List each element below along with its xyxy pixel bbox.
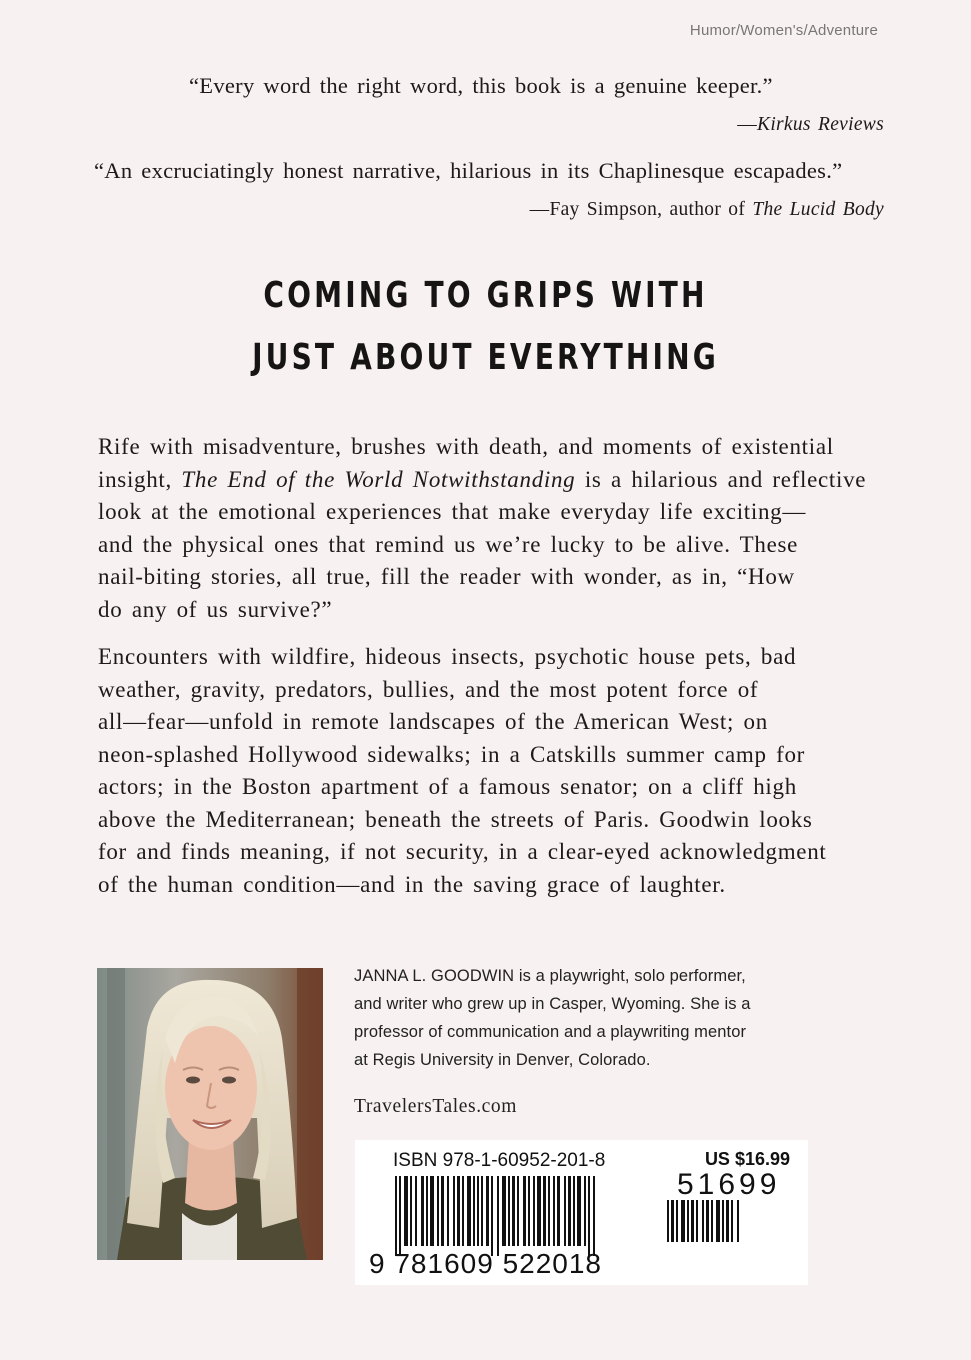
bio-line: and writer who grew up in Casper, Wyoming. She is a <box>354 995 751 1013</box>
barcode-bar <box>462 1176 464 1246</box>
barcode-bar <box>426 1176 428 1246</box>
barcode-bar <box>410 1176 412 1246</box>
barcode-bar <box>477 1176 479 1246</box>
bio-line: JANNA L. GOODWIN is a playwright, solo performer, <box>354 967 746 985</box>
barcode-bar <box>573 1176 575 1246</box>
barcode-bar <box>706 1200 709 1242</box>
barcode-bar <box>533 1176 535 1246</box>
barcode-bar <box>430 1176 434 1246</box>
barcode-bar <box>537 1176 541 1246</box>
author-photo <box>97 968 323 1260</box>
line-text: is a hilarious and reflective <box>575 466 867 492</box>
barcode-bar <box>441 1176 444 1246</box>
barcode-bar <box>508 1176 510 1246</box>
barcode-bar <box>593 1176 595 1256</box>
paragraph-line: above the Mediterranean; beneath the streets of Paris. Goodwin looks <box>98 806 813 832</box>
price-addon-barcode <box>667 1200 789 1252</box>
barcode-bar <box>415 1176 417 1246</box>
barcode-bar <box>421 1176 424 1246</box>
barcode-bar <box>731 1200 733 1242</box>
barcode-bar <box>457 1176 460 1246</box>
barcode-bar <box>722 1200 724 1242</box>
barcode-bar <box>543 1176 546 1246</box>
barcode-bar <box>702 1200 704 1242</box>
isbn-label: ISBN 978-1-60952-201-8 <box>393 1150 606 1171</box>
bio-line: professor of communication and a playwriting mentor <box>354 1023 747 1041</box>
review-attribution-kirkus <box>737 114 884 136</box>
barcode-bar <box>548 1176 550 1246</box>
barcode-bar <box>399 1176 401 1256</box>
barcode-bar <box>437 1176 439 1246</box>
barcode-bar <box>687 1200 689 1242</box>
headline-line-2: JUST ABOUT EVERYTHING <box>252 337 719 378</box>
barcode-bar <box>517 1176 519 1246</box>
author-bio <box>354 962 751 1074</box>
barcode-bar <box>681 1200 685 1242</box>
paragraph-line: of the human condition—and in the saving grace of laughter. <box>98 871 726 897</box>
barcode-bar <box>447 1176 449 1246</box>
publisher-website: TravelersTales.com <box>354 1096 518 1117</box>
attribution-book-title: The Lucid Body <box>752 199 884 220</box>
paragraph-line: all—fear—unfold in remote landscapes of the American West; on <box>98 709 768 734</box>
barcode-bar <box>512 1176 515 1246</box>
paragraph-line: weather, gravity, predators, bullies, and the most potent force of <box>98 676 759 702</box>
attribution-source: Kirkus Reviews <box>757 114 884 135</box>
paragraph-line: look at the emotional experiences that make everyday life exciting— <box>98 499 807 524</box>
barcode-bar <box>557 1176 560 1246</box>
ean-digits: 9 781609 522018 <box>369 1248 602 1279</box>
genre-category: Humor/Women's/Adventure <box>689 22 878 39</box>
barcode-bar <box>473 1176 475 1246</box>
barcode-bar <box>486 1176 489 1246</box>
description-paragraph-1 <box>98 431 878 626</box>
attribution-prefix: —Fay Simpson, author of <box>529 199 753 220</box>
paragraph-line: Encounters with wildfire, hideous insects, psychotic house pets, bad <box>98 644 797 669</box>
paragraph-line: Rife with misadventure, brushes with death, and moments of existential <box>98 434 834 459</box>
barcode-bar <box>584 1176 586 1246</box>
barcode-bar <box>453 1176 455 1246</box>
barcode-bar <box>667 1200 669 1242</box>
barcode-bar <box>564 1176 566 1246</box>
description-paragraph-2 <box>98 641 878 901</box>
barcode-bar <box>676 1200 678 1242</box>
barcode-bar <box>523 1176 526 1246</box>
paragraph-line: actors; in the Boston apartment of a famous senator; on a cliff high <box>98 774 797 799</box>
headline-line-1: COMING TO GRIPS WITH <box>263 275 708 316</box>
barcode-bar <box>726 1200 729 1242</box>
barcode-bar <box>711 1200 713 1242</box>
barcode-bar <box>491 1176 493 1256</box>
barcode-bar <box>467 1176 471 1246</box>
barcode-bar <box>716 1200 720 1242</box>
barcode-bar <box>481 1176 483 1246</box>
barcode-bar <box>568 1176 571 1246</box>
ean-barcode <box>395 1176 655 1256</box>
barcode-bar <box>671 1200 674 1242</box>
barcode-bar <box>528 1176 530 1246</box>
paragraph-line: do any of us survive?” <box>98 596 333 622</box>
review-quote-simpson: “An excruciatingly honest narrative, hilarious in its Chaplinesque escapades.” <box>94 158 843 183</box>
addon-digits: 51699 <box>677 1168 781 1201</box>
barcode-bar <box>696 1200 698 1242</box>
book-title: The End of the World Notwithstanding <box>181 466 576 492</box>
barcode-bar <box>553 1176 555 1246</box>
line-text: insight, <box>98 466 182 492</box>
barcode-bar <box>502 1176 506 1246</box>
paragraph-line: nail-biting stories, all true, fill the reader with wonder, as in, “How <box>98 564 795 589</box>
attribution-prefix: — <box>737 114 758 135</box>
barcode-bar <box>395 1176 397 1256</box>
paragraph-line <box>98 464 878 497</box>
barcode-bar <box>588 1176 590 1256</box>
barcode-bar <box>404 1176 408 1246</box>
review-attribution-simpson <box>530 199 884 221</box>
barcode-bar <box>737 1200 739 1242</box>
paragraph-line: neon-splashed Hollywood sidewalks; in a Catskills summer camp for <box>98 741 806 767</box>
paragraph-line: and the physical ones that remind us we’re lucky to be alive. These <box>98 531 799 557</box>
review-quote-kirkus: “Every word the right word, this book is a genuine keeper.” <box>189 73 773 98</box>
barcode-bar <box>691 1200 694 1242</box>
bio-line: at Regis University in Denver, Colorado. <box>354 1051 651 1069</box>
paragraph-line: for and finds meaning, if not security, in a clear-eyed acknowledgment <box>98 839 827 864</box>
barcode-box <box>355 1140 808 1285</box>
barcode-bar <box>497 1176 499 1256</box>
price-label: US $16.99 <box>704 1149 790 1169</box>
barcode-bar <box>577 1176 581 1246</box>
